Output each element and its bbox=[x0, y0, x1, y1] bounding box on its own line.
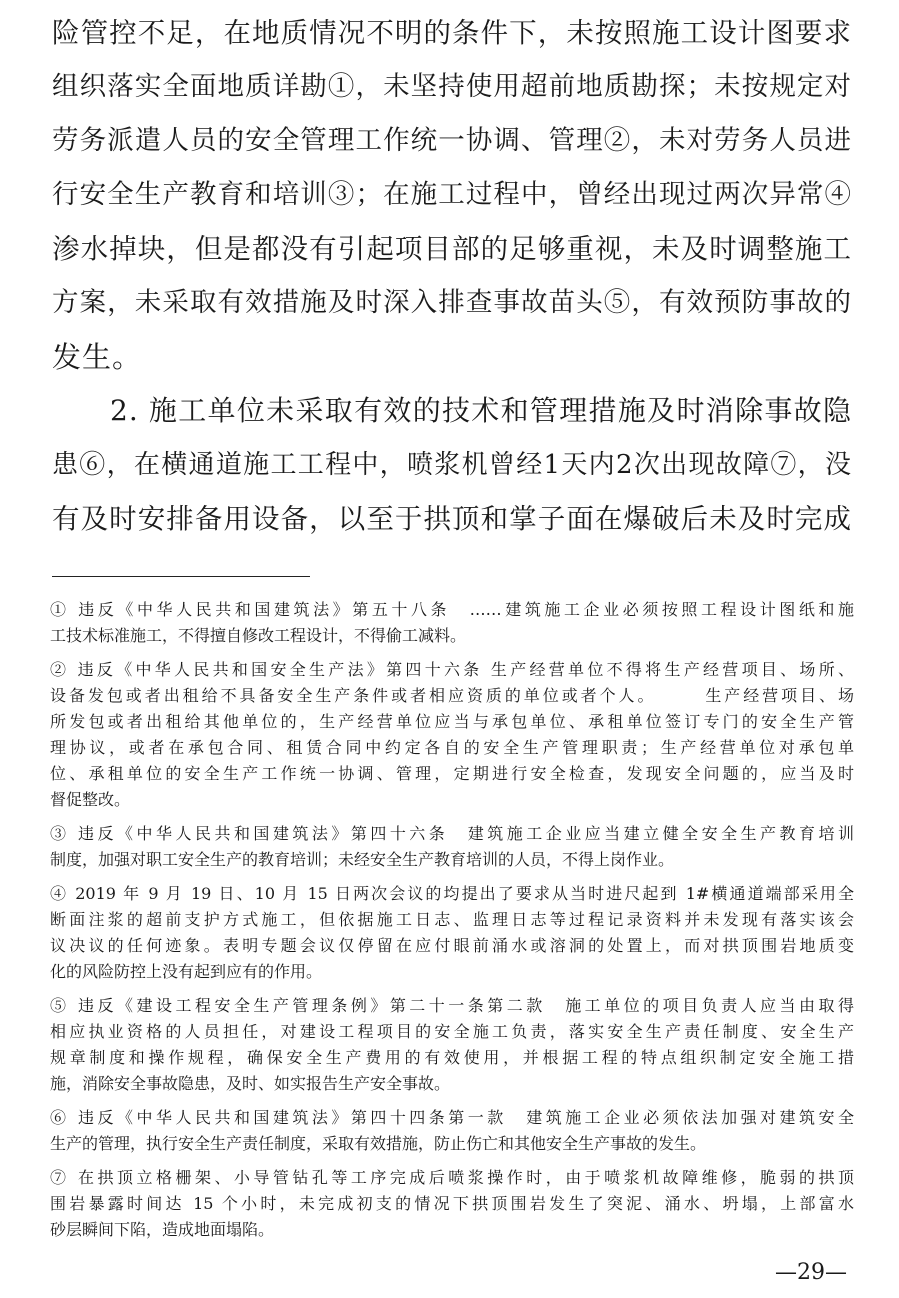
footnotes bbox=[50, 597, 854, 1251]
body-line: 发生。 bbox=[52, 340, 143, 374]
footnote-line: ⑥ 违反《中华人民共和国建筑法》第四十四条第一款 建筑施工企业必须依法加强对建筑安全 bbox=[50, 1108, 854, 1127]
body-text bbox=[52, 6, 852, 546]
footnote-line: ⑤ 违反《建设工程安全生产管理条例》第二十一条第二款 施工单位的项目负责人应当由取得 bbox=[50, 996, 854, 1015]
footnote-line: 规章制度和操作规程，确保安全生产费用的有效使用，并根据工程的特点组织制定安全施工措 bbox=[50, 1048, 854, 1067]
footnote-line: ④ 2019 年 9 月 19 日、10 月 15 日两次会议的均提出了要求从当时进尺起到 1#横通道端部采用全 bbox=[50, 884, 854, 903]
footnote-line: 生产的管理，执行安全生产责任制度，采取有效措施，防止伤亡和其他安全生产事故的发生。 bbox=[50, 1134, 707, 1153]
footnote-line: 设备发包或者出租给不具备安全生产条件或者相应资质的单位或者个人。 生产经营项目、场 bbox=[50, 686, 854, 705]
footnote-line: 砂层瞬间下陷，造成地面塌陷。 bbox=[50, 1220, 275, 1239]
footnote-line: 断面注浆的超前支护方式施工，但依据施工日志、监理日志等过程记录资料并未发现有落实该会 bbox=[50, 910, 854, 929]
footnote-separator bbox=[52, 576, 310, 577]
body-line: 行安全生产教育和培训③；在施工过程中，曾经出现过两次异常④ bbox=[52, 179, 852, 210]
footnote-3 bbox=[50, 821, 854, 873]
footnote-6 bbox=[50, 1105, 854, 1157]
footnote-line: 围岩暴露时间达 15 个小时，未完成初支的情况下拱顶围岩发生了突泥、涌水、坍塌，上部富水 bbox=[50, 1194, 854, 1213]
footnote-line: 工技术标准施工，不得擅自修改工程设计，不得偷工减料。 bbox=[50, 626, 467, 645]
body-line: 患⑥，在横通道施工工程中，喷浆机曾经1天内2次出现故障⑦，没 bbox=[52, 450, 852, 480]
body-line: 渗水掉块，但是都没有引起项目部的足够重视，未及时调整施工 bbox=[52, 233, 852, 265]
footnote-line: 议决议的任何迹象。表明专题会议仅停留在应付眼前涌水或溶洞的处置上，而对拱顶围岩地质变 bbox=[50, 936, 854, 955]
footnote-line: 理协议，或者在承包合同、租赁合同中约定各自的安全生产管理职责；生产经营单位对承包单 bbox=[50, 738, 854, 757]
footnote-1 bbox=[50, 597, 854, 649]
footnote-2 bbox=[50, 657, 854, 813]
footnote-line: 督促整改。 bbox=[50, 790, 131, 809]
footnote-line: 施，消除安全事故隐患，及时、如实报告生产安全事故。 bbox=[50, 1074, 451, 1093]
footnote-line: 化的风险防控上没有起到应有的作用。 bbox=[50, 962, 323, 981]
body-line: 劳务派遣人员的安全管理工作统一协调、管理②，未对劳务人员进 bbox=[52, 125, 852, 156]
body-line: 有及时安排备用设备，以至于拱顶和掌子面在爆破后未及时完成 bbox=[52, 503, 852, 535]
footnote-line: ⑦ 在拱顶立格栅架、小导管钻孔等工序完成后喷浆操作时，由于喷浆机故障维修，脆弱的拱顶 bbox=[50, 1168, 854, 1187]
footnote-line: ③ 违反《中华人民共和国建筑法》第四十六条 建筑施工企业应当建立健全安全生产教育培训 bbox=[50, 824, 854, 843]
body-line: 组织落实全面地质详勘①，未坚持使用超前地质勘探；未按规定对 bbox=[52, 71, 852, 102]
footnote-4 bbox=[50, 881, 854, 985]
footnote-line: 位、承租单位的安全生产工作统一协调、管理，定期进行安全检查，发现安全问题的，应当及时 bbox=[50, 764, 854, 783]
footnote-line: 相应执业资格的人员担任，对建设工程项目的安全施工负责，落实安全生产责任制度、安全生产 bbox=[50, 1022, 854, 1041]
footnote-line: ① 违反《中华人民共和国建筑法》第五十八条 ……建筑施工企业必须按照工程设计图纸和施 bbox=[50, 600, 854, 619]
page-number: —29— bbox=[775, 1260, 847, 1285]
section-heading-line: 2. 施工单位未采取有效的技术和管理措施及时消除事故隐 bbox=[110, 394, 852, 427]
body-line: 方案，未采取有效措施及时深入排查事故苗头⑤，有效预防事故的 bbox=[52, 287, 852, 318]
footnote-7 bbox=[50, 1165, 854, 1243]
footnote-5 bbox=[50, 993, 854, 1097]
footnote-line: ② 违反《中华人民共和国安全生产法》第四十六条 生产经营单位不得将生产经营项目、场所、 bbox=[50, 660, 854, 679]
footnote-line: 所发包或者出租给其他单位的，生产经营单位应当与承包单位、承租单位签订专门的安全生产管 bbox=[50, 712, 854, 731]
footnote-line: 制度，加强对职工安全生产的教育培训；未经安全生产教育培训的人员，不得上岗作业。 bbox=[50, 850, 675, 869]
body-line: 险管控不足，在地质情况不明的条件下，未按照施工设计图要求 bbox=[52, 17, 852, 49]
